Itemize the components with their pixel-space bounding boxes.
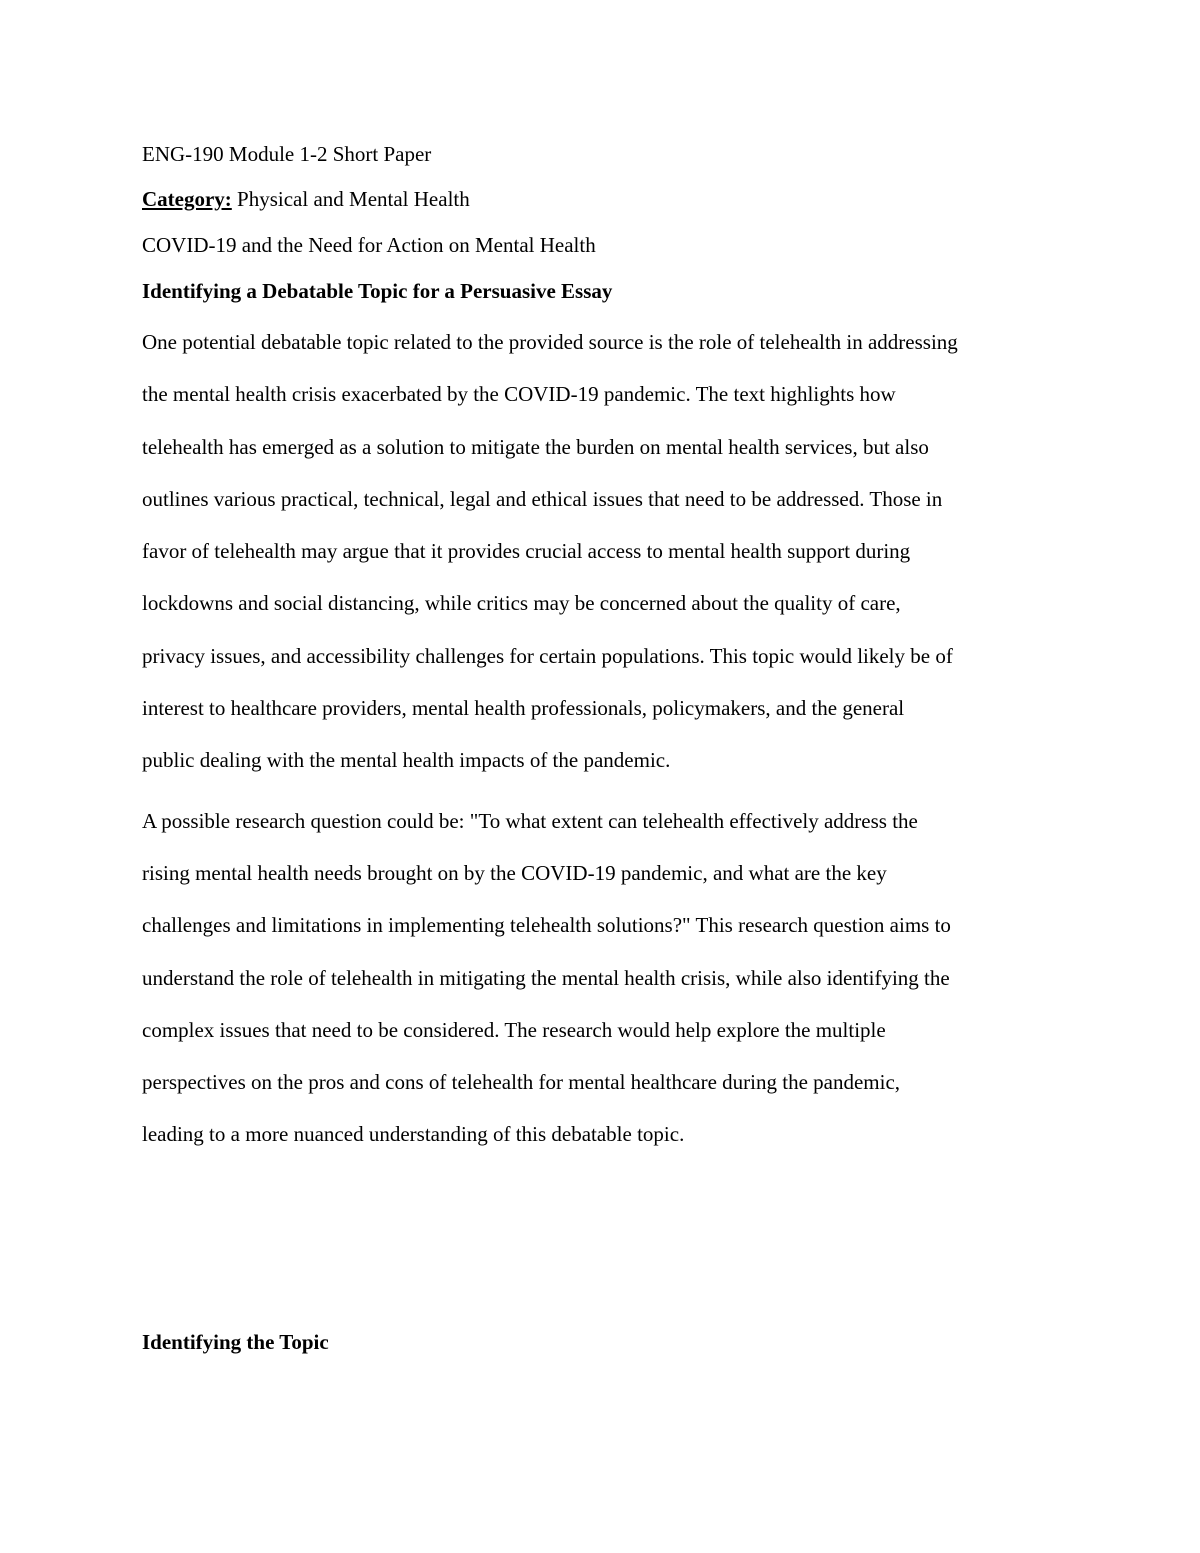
paragraph-line: lockdowns and social distancing, while critics may be concerned about the quality of care, — [142, 591, 901, 616]
document-body — [142, 140, 1062, 1161]
paragraph-line: rising mental health needs brought on by the COVID-19 pandemic, and what are the key — [142, 860, 887, 885]
paragraph-line: A possible research question could be: "To what extent can telehealth effectively address the — [142, 808, 918, 833]
paragraph-line: outlines various practical, technical, legal and ethical issues that need to be addressed. Those in — [142, 486, 943, 511]
paragraph-line: understand the role of telehealth in mitigating the mental health crisis, while also identifying the — [142, 965, 950, 990]
source-title: COVID-19 and the Need for Action on Mental Health — [142, 233, 596, 257]
category-line — [142, 185, 1062, 213]
paragraph-line: complex issues that need to be considered. The research would help explore the multiple — [142, 1017, 886, 1042]
paragraph-line: the mental health crisis exacerbated by the COVID-19 pandemic. The text highlights how — [142, 382, 896, 407]
paragraph-research-question — [142, 795, 1062, 1161]
paragraph-line: privacy issues, and accessibility challenges for certain populations. This topic would likely be of — [142, 643, 953, 668]
paragraph-topic — [142, 316, 1062, 787]
paragraph-line: interest to healthcare providers, mental health professionals, policymakers, and the general — [142, 696, 905, 721]
section-heading-debatable-topic: Identifying a Debatable Topic for a Persuasive Essay — [142, 279, 613, 303]
paragraph-line: perspectives on the pros and cons of telehealth for mental healthcare during the pandemic, — [142, 1070, 901, 1095]
category-label: Category: — [142, 187, 232, 211]
paragraph-line: leading to a more nuanced understanding of this debatable topic. — [142, 1122, 685, 1147]
paragraph-line: public dealing with the mental health impacts of the pandemic. — [142, 748, 671, 773]
section-heading-identifying-topic: Identifying the Topic — [142, 1330, 329, 1354]
paragraph-line: telehealth has emerged as a solution to mitigate the burden on mental health services, but also — [142, 434, 929, 459]
paragraph-line: One potential debatable topic related to the provided source is the role of telehealth in addressing — [142, 330, 958, 354]
course-title: ENG-190 Module 1-2 Short Paper — [142, 142, 432, 166]
paragraph-line: challenges and limitations in implementing telehealth solutions?" This research question aims to — [142, 913, 951, 938]
category-value: Physical and Mental Health — [231, 187, 470, 211]
paragraph-line: favor of telehealth may argue that it provides crucial access to mental health support during — [142, 539, 911, 564]
